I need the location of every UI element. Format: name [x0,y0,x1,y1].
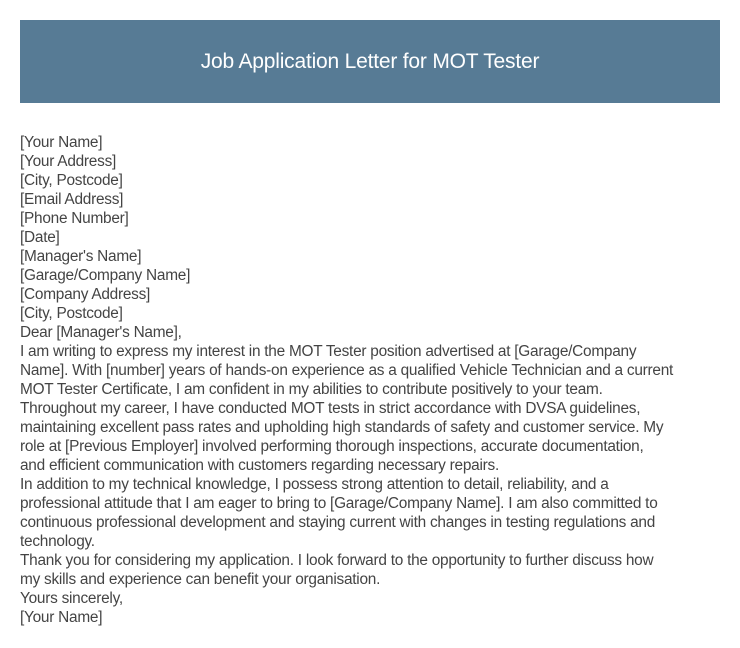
paragraph-line: Name]. With [number] years of hands-on experience as a qualified Vehicle Technician and a current [20,362,674,379]
paragraph-skills [20,475,730,551]
letter-date: [Date] [20,229,60,246]
paragraph-experience [20,399,730,475]
recipient-address: [Company Address] [20,286,151,303]
paragraph-line: role at [Previous Employer] involved performing thorough inspections, accurate documentation, [20,438,644,455]
paragraph-line: MOT Tester Certificate, I am confident in my abilities to contribute positively to your team. [20,381,603,398]
signature: [Your Name] [20,609,103,626]
paragraph-line: I am writing to express my interest in the MOT Tester position advertised at [Garage/Company [20,343,637,360]
paragraph-line: technology. [20,533,95,550]
paragraph-intro [20,342,730,399]
sender-block [20,133,730,247]
recipient-block [20,247,730,323]
closing: Yours sincerely, [20,590,123,607]
sender-phone: [Phone Number] [20,210,129,227]
recipient-company: [Garage/Company Name] [20,267,191,284]
letter-body [20,133,730,627]
paragraph-line: Thank you for considering my application. I look forward to the opportunity to further discuss how [20,552,654,569]
sender-name: [Your Name] [20,134,103,151]
paragraph-line: Throughout my career, I have conducted MOT tests in strict accordance with DVSA guidelines, [20,400,641,417]
paragraph-line: continuous professional development and staying current with changes in testing regulations and [20,514,656,531]
salutation: Dear [Manager's Name], [20,324,182,341]
sender-address: [Your Address] [20,153,117,170]
paragraph-line: professional attitude that I am eager to bring to [Garage/Company Name]. I am also committed to [20,495,658,512]
recipient-city-postcode: [City, Postcode] [20,305,123,322]
paragraph-line: my skills and experience can benefit your organisation. [20,571,381,588]
paragraph-line: maintaining excellent pass rates and upholding high standards of safety and customer service. My [20,419,664,436]
page-header-banner [20,20,720,103]
sender-email: [Email Address] [20,191,124,208]
sender-city-postcode: [City, Postcode] [20,172,123,189]
paragraph-line: In addition to my technical knowledge, I possess strong attention to detail, reliability, and a [20,476,609,493]
page-title: Job Application Letter for MOT Tester [200,49,540,73]
paragraph-line: and efficient communication with customers regarding necessary repairs. [20,457,499,474]
recipient-name: [Manager's Name] [20,248,142,265]
paragraph-closing [20,551,730,589]
